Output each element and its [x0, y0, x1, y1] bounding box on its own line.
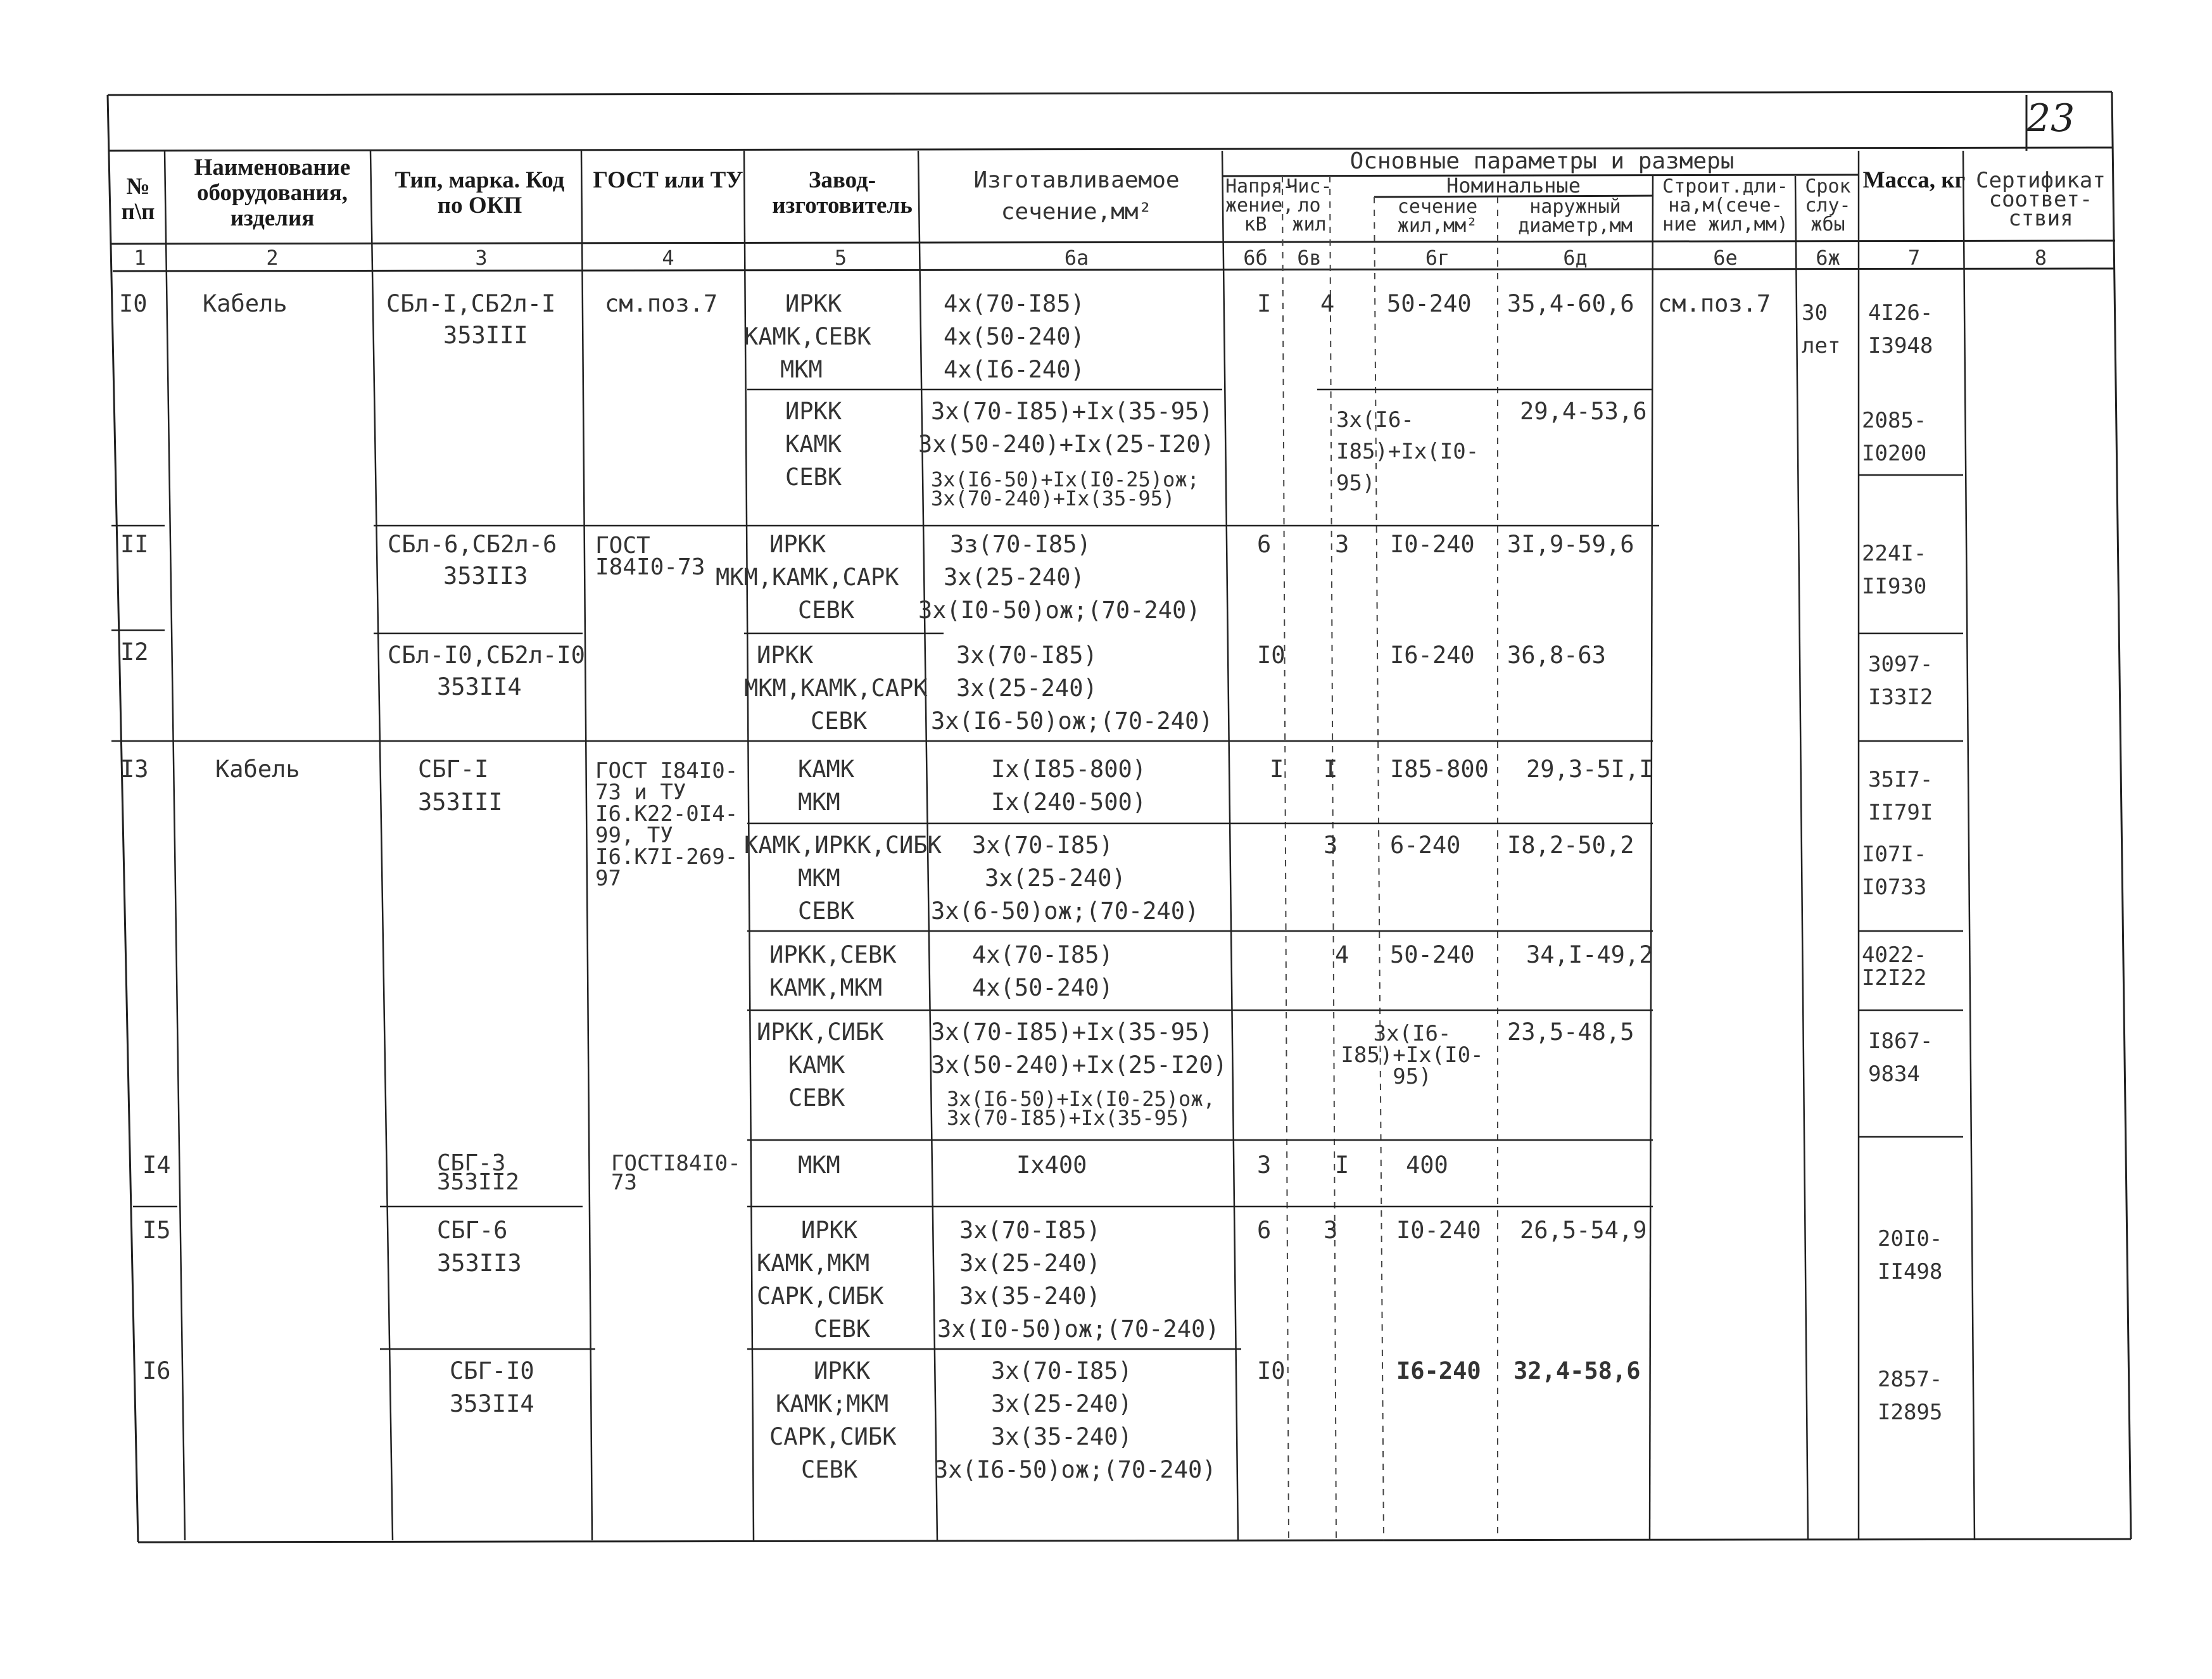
diameter: 29,4-53,6	[1520, 398, 1647, 425]
okp-code: 353III	[418, 789, 503, 816]
row-number: I2	[120, 638, 149, 666]
section-line: 4х(I6-240)	[944, 356, 1085, 383]
header-num: № п\п	[121, 174, 155, 225]
section-line: 4х(50-240)	[944, 323, 1085, 350]
section-line: 3х(70-I85)+Iх(35-95)	[931, 398, 1213, 425]
section-line: 3х(70-I85)	[956, 642, 1097, 669]
mass: 35I7-II79I	[1868, 767, 1933, 825]
row-number: I5	[142, 1217, 171, 1244]
cable-type: СБГ-3	[437, 1150, 506, 1176]
colnum-6a: 6а	[1064, 246, 1089, 270]
diameter: 29,3-5I,I	[1526, 756, 1653, 783]
mass: 2085-I0200	[1862, 408, 1927, 466]
nominal-section: I6-240	[1396, 1357, 1481, 1384]
section-line: 3х(70-I85)+Iх(35-95)	[947, 1106, 1191, 1130]
diameter: I8,2-50,2	[1507, 832, 1634, 859]
diameter: 23,5-48,5	[1507, 1018, 1634, 1046]
section-line: 4х(50-240)	[972, 974, 1113, 1001]
colnum-3: 3	[475, 246, 488, 270]
factory-line: СЕВК	[788, 1084, 845, 1112]
section-line: 3х(70-I85)	[972, 832, 1113, 859]
diameter: 34,I-49,2	[1526, 941, 1653, 968]
page-number: 23	[2026, 96, 2075, 141]
section-line: 3х(25-240)	[985, 865, 1126, 892]
section-line: 3х(25-240)	[944, 564, 1085, 591]
factory-line: КАМК,СЕВК	[744, 323, 871, 350]
section-line: Iх(I85-800)	[991, 756, 1147, 783]
mass: 2857-I2895	[1878, 1367, 1943, 1425]
colnum-6v: 6в	[1297, 246, 1322, 270]
colnum-4: 4	[662, 246, 674, 270]
length: см.поз.7	[1658, 290, 1771, 317]
okp-code: 353II3	[443, 562, 528, 590]
header-params-group: Основные параметры и размеры	[1349, 148, 1735, 174]
nominal-section: I0-240	[1396, 1217, 1481, 1244]
factory-line: ИРКК,СИБК	[757, 1018, 884, 1046]
factory-line: САРК,СИБК	[769, 1423, 897, 1450]
section-line: 3х(I6-50)+Iх(I0-25)ож;	[931, 467, 1199, 491]
nominal-section: I85-800	[1390, 756, 1489, 783]
section-line: 3х(70-240)+Iх(35-95)	[931, 486, 1175, 510]
factory-line: МКМ	[798, 789, 840, 816]
section-line: 3х(I6-50)ож;(70-240)	[934, 1456, 1217, 1483]
mass: 4022-I2I22	[1862, 942, 1927, 991]
factory-line: МКМ	[798, 1151, 840, 1179]
factory-line: ИРКК	[785, 290, 842, 317]
factory-line: КАМК,МКМ	[769, 974, 883, 1001]
voltage: I	[1270, 756, 1284, 783]
section-line: 3х(50-240)+Iх(25-I20)	[918, 431, 1215, 458]
nominal-section: I6-240	[1390, 642, 1475, 669]
section-line: 3х(25-240)	[991, 1390, 1132, 1417]
mass: I07I-I0733	[1862, 842, 1927, 900]
nominal-section: 3х(I6-I85)+Iх(I0-95)	[1341, 1021, 1484, 1089]
section-line: Iх(240-500)	[991, 789, 1147, 816]
factory-line: СЕВК	[801, 1456, 858, 1483]
factory-line: ИРКК	[814, 1357, 871, 1384]
cores: 3	[1335, 531, 1349, 558]
factory-line: СЕВК	[798, 597, 855, 624]
header-factory: Завод-изготовитель	[772, 167, 913, 219]
cable-type: СБГ-I	[418, 756, 489, 783]
header-section: Изготавливаемое сечение,мм²	[973, 167, 1180, 225]
section-line: 3х(I6-50)ож;(70-240)	[931, 707, 1213, 735]
colnum-8: 8	[2034, 246, 2047, 270]
factory-line: МКМ	[780, 356, 823, 383]
nominal-section: I0-240	[1390, 531, 1475, 558]
section-line: 3х(6-50)ож;(70-240)	[931, 897, 1199, 925]
diameter: 3I,9-59,6	[1507, 531, 1634, 558]
factory-line: СЕВК	[814, 1315, 871, 1343]
nominal-section: 400	[1406, 1151, 1448, 1179]
header-gost: ГОСТ или ТУ	[593, 167, 743, 193]
section-line: 3х(25-240)	[959, 1250, 1101, 1277]
okp-code: 353II3	[437, 1250, 522, 1277]
header-name: Наименование оборудования, изделия	[194, 155, 351, 231]
factory-line: КАМК	[785, 431, 842, 458]
colnum-1: 1	[134, 246, 146, 270]
section-line: 4х(70-I85)	[944, 290, 1085, 317]
okp-code: 353II2	[437, 1169, 520, 1195]
section-line: 4х(70-I85)	[972, 941, 1113, 968]
header-length: Строит.дли-на,м(сече-ние жил,мм)	[1662, 175, 1788, 236]
mass: 4I26-I3948	[1868, 300, 1933, 358]
section-line: 3х(35-240)	[991, 1423, 1132, 1450]
factory-line: КАМК;МКМ	[776, 1390, 889, 1417]
factory-line: СЕВК	[785, 464, 842, 491]
factory-line: КАМК	[788, 1051, 845, 1079]
colnum-6b: 6б	[1243, 246, 1268, 270]
okp-code: 353II4	[450, 1390, 534, 1417]
cable-type: СБл-6,СБ2л-6	[388, 531, 557, 558]
diameter: 35,4-60,6	[1507, 290, 1634, 317]
cable-type: СБл-I,СБ2л-I	[386, 290, 556, 317]
row-number: I0	[119, 290, 148, 317]
factory-line: ИРКК,СЕВК	[769, 941, 897, 968]
colnum-6zh: 6ж	[1816, 246, 1840, 270]
cores: 3	[1324, 832, 1338, 859]
item-name: Кабель	[215, 756, 300, 783]
nominal-section: 50-240	[1387, 290, 1472, 317]
voltage: 6	[1257, 531, 1272, 558]
row-number: I4	[142, 1151, 171, 1179]
cable-type: СБГ-6	[437, 1217, 508, 1244]
section-line: 3з(70-I85)	[950, 531, 1091, 558]
factory-line: КАМК	[798, 756, 855, 783]
factory-line: МКМ,КАМК,САРК	[744, 675, 928, 702]
factory-line: ИРКК	[757, 642, 814, 669]
section-line: 3х(50-240)+Iх(25-I20)	[931, 1051, 1227, 1079]
cores: 3	[1324, 1217, 1338, 1244]
nominal-section: 6-240	[1390, 832, 1461, 859]
mass: I867-9834	[1868, 1029, 1933, 1087]
colnum-2: 2	[266, 246, 279, 270]
colnum-5: 5	[834, 246, 847, 270]
header-mass: Масса, кг	[1862, 167, 1966, 193]
mass: 3097-I33I2	[1868, 652, 1933, 710]
colnum-7: 7	[1907, 246, 1921, 270]
diameter: 26,5-54,9	[1520, 1217, 1647, 1244]
factory-line: СЕВК	[798, 897, 855, 925]
service-life: 30 лет	[1802, 300, 1841, 358]
row-number: I3	[120, 756, 149, 783]
header-voltage: Напря-жение, кВ	[1225, 175, 1294, 236]
cores: 4	[1320, 290, 1335, 317]
factory-line: ИРКК	[769, 531, 826, 558]
section-line: 3х(I6-50)+Iх(I0-25)ож,	[947, 1087, 1215, 1111]
header-diameter: наружный диаметр,мм	[1518, 196, 1633, 237]
factory-line: СЕВК	[811, 707, 868, 735]
section-line: Iх400	[1016, 1151, 1087, 1179]
item-name: Кабель	[203, 290, 288, 317]
nominal-section: 3х(I6-I85)+Iх(I0-95)	[1336, 407, 1479, 496]
colnum-6e: 6е	[1713, 246, 1738, 270]
section-line: 3х(I0-50)ож;(70-240)	[937, 1315, 1220, 1343]
gost-ref: ГОСТ I84I0-73	[595, 533, 705, 580]
diameter: 36,8-63	[1507, 642, 1606, 669]
cores: I	[1324, 756, 1338, 783]
gost-ref: см.поз.7	[605, 290, 718, 317]
cores: 4	[1335, 941, 1349, 968]
factory-line: КАМК,МКМ	[757, 1250, 870, 1277]
voltage: I	[1257, 290, 1272, 317]
okp-code: 353III	[443, 322, 528, 349]
row-number: II	[120, 531, 149, 558]
nominal-section: 50-240	[1390, 941, 1475, 968]
voltage: 3	[1257, 1151, 1272, 1179]
diameter: 32,4-58,6	[1514, 1357, 1641, 1384]
header-nominal-section: сечение жил,мм²	[1397, 196, 1478, 237]
factory-line: МКМ,КАМК,САРК	[716, 564, 899, 591]
colnum-6g: 6г	[1425, 246, 1450, 270]
colnum-6d: 6д	[1563, 246, 1588, 270]
section-line: 3х(70-I85)	[959, 1217, 1101, 1244]
row-number: I6	[142, 1357, 171, 1384]
voltage: 6	[1257, 1217, 1272, 1244]
mass: 20I0-II498	[1878, 1226, 1943, 1284]
factory-line: МКМ	[798, 865, 840, 892]
section-line: 3х(70-I85)	[991, 1357, 1132, 1384]
cable-type: СБГ-I0	[450, 1357, 534, 1384]
factory-line: САРК,СИБК	[757, 1283, 884, 1310]
cable-type: СБл-I0,СБ2л-I0	[388, 642, 585, 669]
header-cores: Чис-ло жил	[1286, 175, 1332, 236]
gost-ref: ГОСТI84I0-73	[611, 1151, 741, 1195]
voltage: I0	[1257, 1357, 1286, 1384]
okp-code: 353II4	[437, 673, 522, 700]
mass: 224I-II930	[1862, 541, 1927, 599]
section-line: 3х(35-240)	[959, 1283, 1101, 1310]
header-certificate: Сертификат соответ-ствия	[1976, 168, 2106, 231]
header-nominal-group: Номинальные	[1446, 174, 1581, 198]
section-line: 3х(70-I85)+Iх(35-95)	[931, 1018, 1213, 1046]
factory-line: ИРКК	[801, 1217, 858, 1244]
factory-line: ИРКК	[785, 398, 842, 425]
header-service: Срок слу-жбы	[1805, 175, 1851, 236]
voltage: I0	[1257, 642, 1286, 669]
section-line: 3х(I0-50)ож;(70-240)	[918, 597, 1201, 624]
cores: I	[1335, 1151, 1349, 1179]
header-type: Тип, марка. Код по ОКП	[395, 167, 565, 219]
section-line: 3х(25-240)	[956, 675, 1097, 702]
gost-ref: ГОСТ I84I0-73 и ТУ I6.К22-0I4-99, ТУ I6.К7I-269-97	[595, 758, 738, 891]
factory-line: КАМК,ИРКК,СИБК	[744, 832, 942, 859]
